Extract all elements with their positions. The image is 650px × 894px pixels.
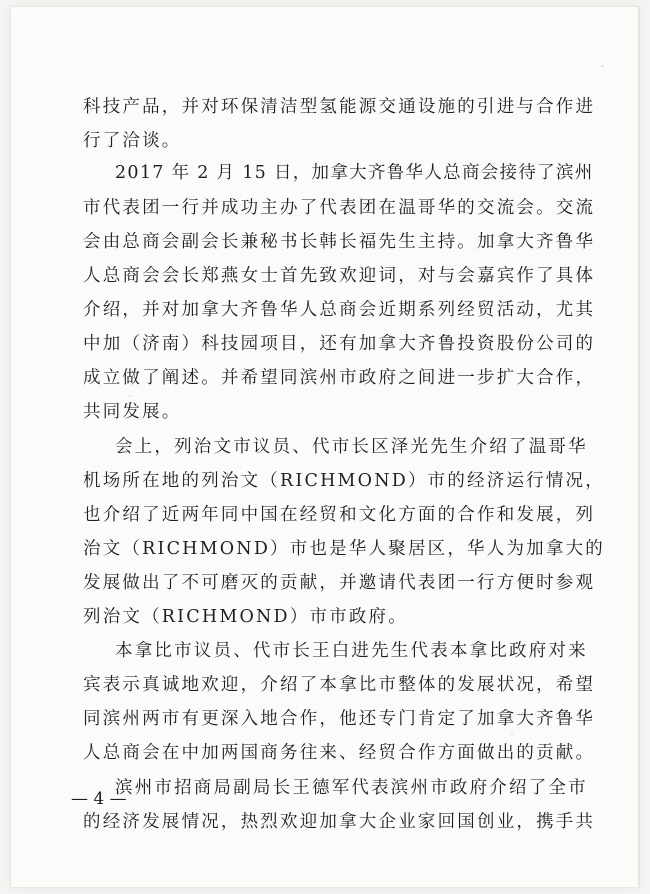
paper-speck — [511, 733, 513, 735]
text-line-5: 会由总商会副会长兼秘书长韩长福先生主持。加拿大齐鲁华 — [83, 232, 596, 252]
text-line-13: 也介绍了近两年同中国在经贸和文化方面的合作和发展，列 — [83, 505, 596, 525]
paper-speck — [601, 65, 604, 67]
text-line-2: 行了洽谈。 — [83, 131, 182, 151]
text-line-22: 的经济发展情况，热烈欢迎加拿大企业家回国创业，携手共 — [83, 812, 596, 832]
text-line-9: 成立做了阐述。并希望同滨州市政府之间进一步扩大合作， — [83, 368, 596, 388]
text-line-7: 介绍，并对加拿大齐鲁华人总商会近期系列经贸活动，尤其 — [83, 300, 596, 320]
text-line-12: 机场所在地的列治文（RICHMOND）市的经济运行情况， — [83, 471, 605, 491]
text-line-14: 治文（RICHMOND）市也是华人聚居区，华人为加拿大的 — [83, 539, 605, 559]
page-number: — 4 — — [71, 789, 127, 809]
text-line-15: 发展做出了不可磨灭的贡献，并邀请代表团一行方便时参观 — [83, 573, 596, 593]
paper-speck — [129, 395, 131, 397]
text-line-4: 市代表团一行并成功主办了代表团在温哥华的交流会。交流 — [83, 198, 596, 218]
text-line-19: 同滨州两市有更深入地合作，他还专门肯定了加拿大齐鲁华 — [83, 709, 596, 729]
text-line-3: 2017 年 2 月 15 日，加拿大齐鲁华人总商会接待了滨州 — [115, 163, 594, 183]
text-line-1: 科技产品，并对环保清洁型氢能源交通设施的引进与合作进 — [83, 97, 596, 117]
text-line-6: 人总商会会长郑燕女士首先致欢迎词，对与会嘉宾作了具体 — [83, 266, 596, 286]
scanned-document-page — [11, 7, 639, 887]
text-line-18: 宾表示真诚地欢迎，介绍了本拿比市整体的发展状况，希望 — [83, 675, 596, 695]
text-line-11: 会上，列治文市议员、代市长区泽光先生介绍了温哥华 — [115, 437, 588, 457]
page-edge — [638, 7, 639, 887]
text-line-20: 人总商会在中加两国商务往来、经贸合作方面做出的贡献。 — [83, 743, 596, 763]
text-line-17: 本拿比市议员、代市长王白进先生代表本拿比政府对来 — [115, 641, 588, 661]
text-line-21: 滨州市招商局副局长王德军代表滨州市政府介绍了全市 — [115, 778, 588, 798]
text-line-10: 共同发展。 — [83, 402, 182, 422]
text-line-8: 中加（济南）科技园项目，还有加拿大齐鲁投资股份公司的 — [83, 334, 596, 354]
text-line-16: 列治文（RICHMOND）市市政府。 — [83, 607, 408, 627]
